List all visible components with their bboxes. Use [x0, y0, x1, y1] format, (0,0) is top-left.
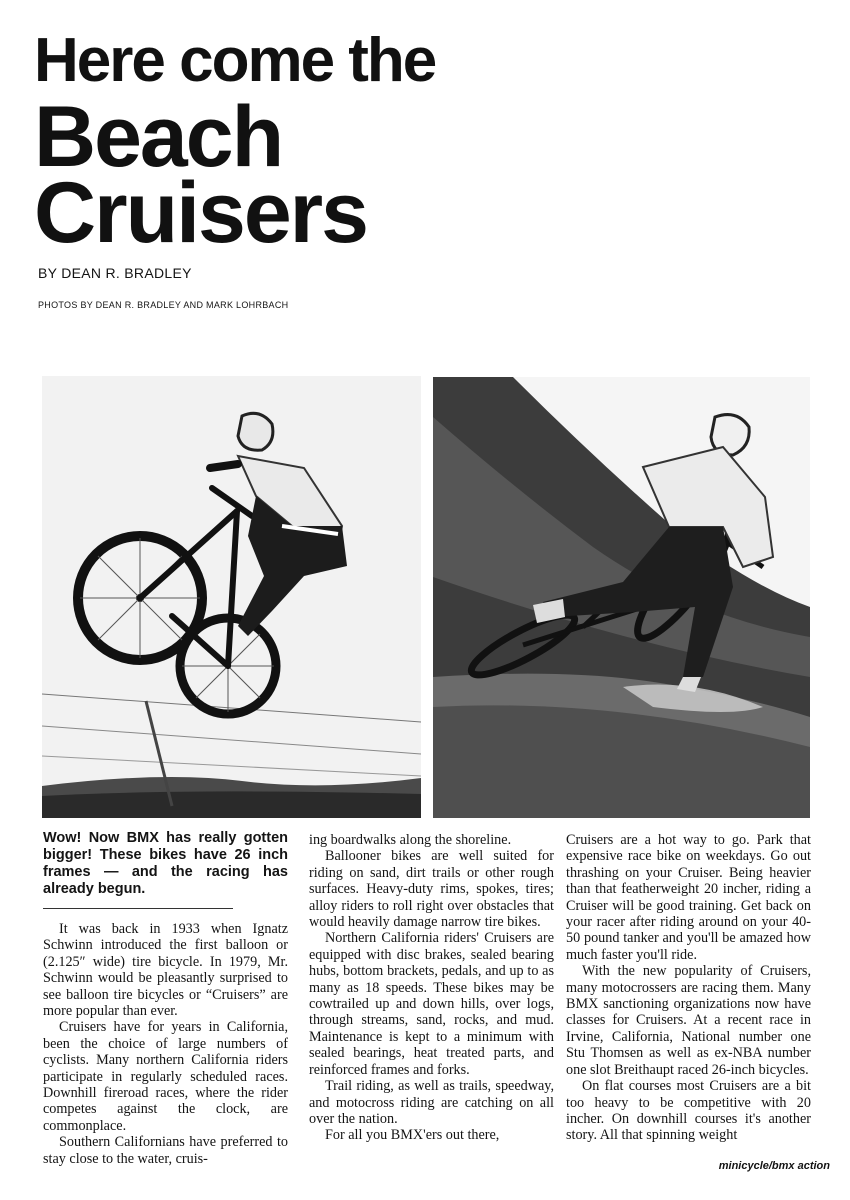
- headline-line-3: Cruisers: [34, 165, 367, 261]
- photo-cornering-rider: [433, 377, 810, 818]
- byline: BY DEAN R. BRADLEY: [38, 265, 192, 281]
- headline-line-1: Here come the: [34, 26, 436, 95]
- photo-credits: PHOTOS BY DEAN R. BRADLEY AND MARK LOHRBACH: [38, 300, 289, 310]
- publication-footer: minicycle/bmx action: [718, 1160, 830, 1172]
- paragraph: Cruisers are a hot way to go. Park that expensive race bike on weekdays. Go out thrashing on your Cruiser. Being heavier than that featherweight 20 incher, riding a Cruiser will be good training. Get back on your racer after riding around on your 40-50 pound tanker and you'll be amazed how much faster you'll ride.: [566, 832, 811, 963]
- headline-line-2: Beach: [34, 89, 283, 185]
- paragraph: Southern Californians have preferred to stay close to the water, cruis-: [43, 1134, 288, 1167]
- article-column-2: [309, 832, 554, 1144]
- paragraph: Trail riding, as well as trails, speedway, and motocross riding are catching on all over the nation.: [309, 1078, 554, 1127]
- paragraph: Cruisers have for years in California, been the choice of large numbers of cyclists. Many northern California riders participate in regularly scheduled races. Downhill fireroad races, where the rider competes against the clock, are commonplace.: [43, 1019, 288, 1134]
- article-column-1: [43, 830, 288, 1167]
- paragraph: Northern California riders' Cruisers are equipped with disc brakes, sealed bearing hubs, bottom brackets, pedals, and up to as many as 18 speeds. These bikes may be cowtrailed up and down hills, over logs, through streams, sand, rocks, and mud. Maintenance is kept to a minimum with sealed bearings, heat treated parts, and reinforced frames and forks.: [309, 930, 554, 1078]
- paragraph: Ballooner bikes are well suited for riding on sand, dirt trails or other rough surfaces. Heavy-duty rims, spokes, tires; alloy riders to roll right over obstacles that would heavily damage narrow tire bikes.: [309, 848, 554, 931]
- article-column-3: [566, 832, 811, 1144]
- photo-jumping-rider: [42, 376, 421, 818]
- deck-divider: [43, 908, 233, 909]
- paragraph: It was back in 1933 when Ignatz Schwinn introduced the first balloon or (2.125″ wide) tire bicycle. In 1979, Mr. Schwinn would be pleasantly surprised to see balloon tire bicycles or “Cruisers” are more popular than ever.: [43, 921, 288, 1020]
- article-deck: Wow! Now BMX has really gotten bigger! These bikes have 26 inch frames — and the racing has already begun.: [43, 830, 288, 897]
- paragraph: With the new popularity of Cruisers, many motocrossers are racing them. Many BMX sanctioning organizations now have classes for Cruisers. At a recent race in Irvine, California, National number one Stu Thomsen as well as ex-NBA number one slot Breithaupt raced 26-inch bicycles.: [566, 963, 811, 1078]
- paragraph: ing boardwalks along the shoreline.: [309, 832, 512, 848]
- paragraph: For all you BMX'ers out there,: [325, 1127, 500, 1144]
- paragraph: On flat courses most Cruisers are a bit too heavy to be competitive with 20 incher. On downhill courses it's another story. All that spinning weight: [566, 1078, 811, 1144]
